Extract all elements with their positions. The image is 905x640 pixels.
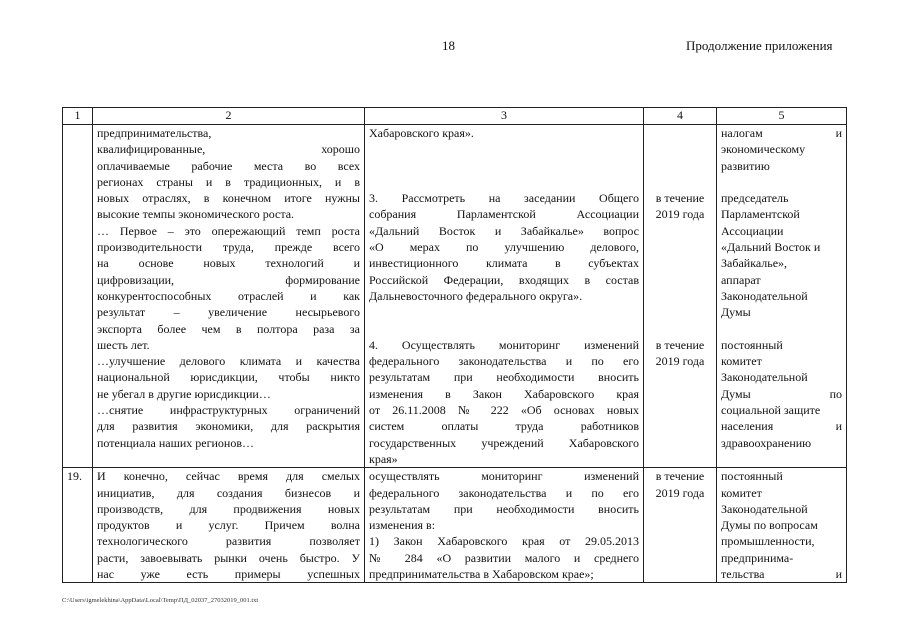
continuation-label: Продолжение приложения bbox=[686, 38, 833, 53]
text-line: Думы по bbox=[721, 386, 842, 401]
text-line: «Дальний Восток и bbox=[721, 240, 821, 255]
text-line: конкурентоспособных отраслей и как bbox=[97, 288, 360, 303]
text-line: Российской Федерации, входящих в состав bbox=[369, 272, 639, 287]
text-line: комитет bbox=[721, 485, 762, 500]
text-line: регионах страны и в традиционных, и в bbox=[97, 174, 360, 189]
text-line: № 284 «О развитии малого и среднего bbox=[369, 550, 639, 565]
text-line: аппарат bbox=[721, 272, 761, 287]
text-line: расти, завоевывать рынки очень быстро. У bbox=[97, 550, 360, 565]
text-line: 3. Рассмотреть на заседании Общего bbox=[369, 191, 639, 206]
text-line: высокие темпы экономического роста. bbox=[97, 207, 295, 222]
text-line: Законодательной bbox=[721, 370, 808, 385]
text-line: новых отраслях, в конечном итоге нужны bbox=[97, 191, 360, 206]
responsible-cell bbox=[717, 468, 847, 583]
text-line: в течение bbox=[655, 469, 705, 484]
speech-quote-cell bbox=[93, 125, 365, 468]
row-number-cell bbox=[63, 125, 93, 468]
text-line: населения и bbox=[721, 419, 842, 434]
text-line: результат – увеличение несырьевого bbox=[97, 305, 360, 320]
text-line: федерального законодательства и по его bbox=[369, 354, 639, 369]
column-header-3: 3 bbox=[365, 108, 644, 125]
text-line: комитет bbox=[721, 354, 762, 369]
text-line: 2019 года bbox=[655, 354, 705, 369]
text-line: от 26.11.2008 № 222 «Об основах новых bbox=[369, 403, 639, 418]
deadline-cell bbox=[644, 468, 717, 583]
text-line: производительности труда, прежде всего bbox=[97, 240, 360, 255]
text-line: социальной защите bbox=[721, 403, 821, 418]
table-row bbox=[63, 468, 847, 583]
text-line: Законодательной bbox=[721, 501, 808, 516]
text-line: результатам при необходимости вносить bbox=[369, 370, 639, 385]
text-line: оплачиваемые рабочие места во всех bbox=[97, 158, 360, 173]
text-line: результатам при необходимости вносить bbox=[369, 501, 639, 516]
text-line: постоянный bbox=[721, 337, 783, 352]
file-path-footer: C:\Users\igmelekhina\AppData\Local\Temp\ПД_02037_27032019_001.txt bbox=[62, 597, 259, 604]
deadline-cell bbox=[644, 125, 717, 468]
text-line: Думы по вопросам bbox=[721, 518, 818, 533]
text-line: промышленности, bbox=[721, 534, 815, 549]
text-line: Хабаровского края». bbox=[369, 126, 474, 140]
text-line: потенциала наших регионов… bbox=[97, 435, 255, 450]
text-line: национальной юрисдикции, чтобы никто bbox=[97, 370, 360, 385]
text-line: …улучшение делового климата и качества bbox=[97, 354, 360, 369]
text-line: нас уже есть примеры успешных bbox=[97, 567, 360, 582]
text-line: Забайкалье», bbox=[721, 256, 788, 271]
responsible-cell bbox=[717, 125, 847, 468]
column-header-4: 4 bbox=[644, 108, 717, 125]
text-line: Парламентской bbox=[721, 207, 800, 222]
text-line: государственных учреждений Хабаровского bbox=[369, 435, 639, 450]
text-line: … Первое – это опережающий темп роста bbox=[97, 223, 360, 238]
text-line: в течение bbox=[655, 337, 705, 352]
text-line: инициатив, для создания бизнесов и bbox=[97, 485, 360, 500]
text-line: Думы bbox=[721, 305, 751, 320]
text-line: И конечно, сейчас время для смелых bbox=[97, 469, 360, 484]
text-line: 2019 года bbox=[655, 485, 705, 500]
text-line: налогам и bbox=[721, 126, 842, 140]
text-line: инвестиционного климата в субъектах bbox=[369, 256, 639, 271]
text-line: на основе новых технологий и bbox=[97, 256, 360, 271]
text-line: для развития экономики, для раскрытия bbox=[97, 419, 360, 434]
text-line: собрания Парламентской Ассоциации bbox=[369, 207, 639, 222]
text-line: …снятие инфраструктурных ограничений bbox=[97, 403, 360, 418]
text-line: 1) Закон Хабаровского края от 29.05.2013 bbox=[369, 534, 639, 549]
text-line: председатель bbox=[721, 191, 789, 206]
column-header-1: 1 bbox=[63, 108, 93, 125]
text-line: развитию bbox=[721, 158, 770, 173]
text-line: федерального законодательства и по его bbox=[369, 485, 639, 500]
text-line: предпринима- bbox=[721, 550, 794, 565]
text-line: производств, для продвижения новых bbox=[97, 501, 360, 516]
text-line: края» bbox=[369, 451, 398, 466]
text-line: предпринимательства, bbox=[97, 126, 212, 140]
text-line: предпринимательства в Хабаровском крае»; bbox=[369, 567, 594, 582]
measure-cell bbox=[365, 125, 644, 468]
text-line: не убегал в другие юрисдикции… bbox=[97, 386, 271, 401]
text-line: технологического развития позволяет bbox=[97, 534, 360, 549]
measure-cell bbox=[365, 468, 644, 583]
text-line: квалифицированные, хорошо bbox=[97, 142, 360, 157]
text-line: Дальневосточного федерального округа». bbox=[369, 288, 583, 303]
text-line: изменения в Закон Хабаровского края bbox=[369, 386, 639, 401]
text-line: в течение bbox=[655, 191, 705, 206]
text-line: продуктов и услуг. Причем волна bbox=[97, 518, 360, 533]
page-number: 18 bbox=[442, 38, 455, 53]
text-line: Законодательной bbox=[721, 288, 808, 303]
column-header-2: 2 bbox=[93, 108, 365, 125]
text-line: экспорта более чем в полтора раза за bbox=[97, 321, 360, 336]
text-line: тельства и bbox=[721, 567, 842, 582]
text-line: систем оплаты труда работников bbox=[369, 419, 639, 434]
text-line: «Дальний Восток и Забайкалье» вопрос bbox=[369, 223, 639, 238]
text-line: экономическому bbox=[721, 142, 806, 157]
text-line: цифровизации, формирование bbox=[97, 272, 360, 287]
row-number-cell: 19. bbox=[63, 468, 93, 583]
speech-quote-cell bbox=[93, 468, 365, 583]
text-line: осуществлять мониторинг изменений bbox=[369, 469, 639, 484]
table-header-row bbox=[63, 108, 847, 125]
text-line: «О мерах по улучшению делового, bbox=[369, 240, 639, 255]
text-line: шесть лет. bbox=[97, 337, 150, 352]
table-row bbox=[63, 125, 847, 468]
text-line: постоянный bbox=[721, 469, 783, 484]
text-line: Ассоциации bbox=[721, 223, 784, 238]
document-table bbox=[62, 107, 847, 583]
text-line: изменения в: bbox=[369, 518, 436, 533]
text-line: здравоохранению bbox=[721, 435, 812, 450]
text-line: 2019 года bbox=[655, 207, 705, 222]
text-line: 4. Осуществлять мониторинг изменений bbox=[369, 337, 639, 352]
column-header-5: 5 bbox=[717, 108, 847, 125]
